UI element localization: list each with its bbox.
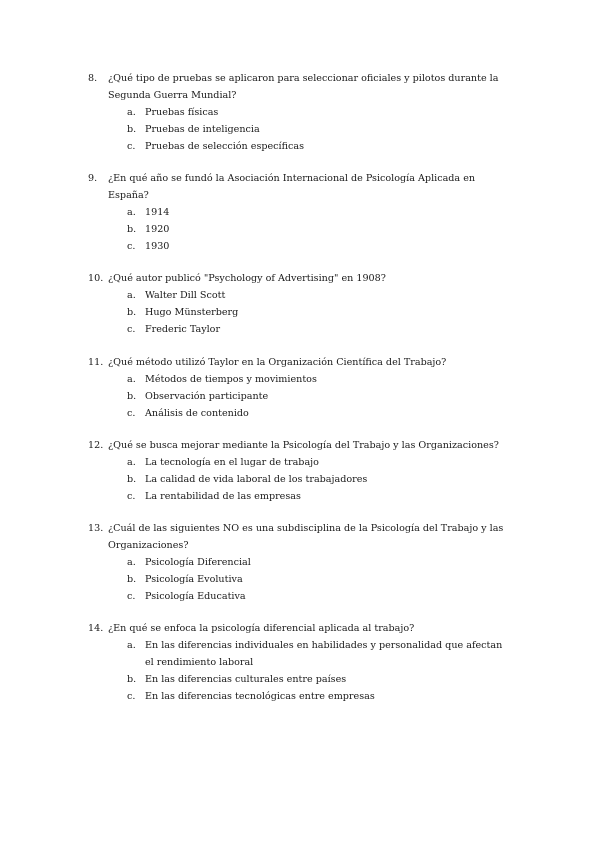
option-text: Psicología Educativa (145, 590, 246, 602)
question-text: ¿En qué se enfoca la psicología diferencial aplicada al trabajo? (108, 623, 415, 635)
question-text: ¿En qué año se fundó la Asociación Internacional de Psicología Aplicada en España? (108, 173, 476, 202)
option-text: Hugo Münsterberg (145, 307, 239, 319)
option-letter: c. (127, 324, 136, 336)
option-letter: c. (127, 407, 136, 419)
option-letter: a. (127, 640, 136, 652)
option-text: 1930 (145, 241, 170, 253)
option-letter: a. (127, 207, 136, 219)
option-text: En las diferencias tecnológicas entre empresas (145, 691, 375, 703)
option-letter: b. (127, 674, 137, 686)
question-text: ¿Cuál de las siguientes NO es una subdisciplina de la Psicología del Trabajo y las Organizaciones? (108, 522, 504, 551)
option-text: Análisis de contenido (145, 407, 249, 419)
option-text: En las diferencias individuales en habilidades y personalidad que afectan el rendimiento laboral (145, 640, 503, 669)
option-item (0, 688, 600, 705)
question-number: 12. (88, 439, 104, 451)
option-letter: c. (127, 691, 136, 703)
option-item (0, 488, 600, 505)
option-item (0, 304, 600, 321)
option-item (0, 138, 600, 155)
question-9 (0, 170, 600, 255)
option-item (0, 388, 600, 405)
option-item (0, 204, 600, 221)
option-text: La calidad de vida laboral de los trabajadores (145, 473, 368, 485)
option-item (0, 671, 600, 688)
option-letter: c. (127, 241, 136, 253)
question-11 (0, 354, 600, 422)
option-item (0, 104, 600, 121)
question-text: ¿Qué se busca mejorar mediante la Psicología del Trabajo y las Organizaciones? (108, 439, 499, 451)
options-list (0, 104, 600, 155)
question-12 (0, 437, 600, 505)
option-text: Walter Dill Scott (145, 290, 226, 302)
question-text: ¿Qué autor publicó "Psychology of Advertising" en 1908? (108, 273, 386, 285)
question-number: 14. (88, 623, 104, 635)
option-item (0, 571, 600, 588)
option-letter: a. (127, 456, 136, 468)
option-text: 1914 (145, 207, 170, 219)
question-8 (0, 70, 600, 155)
option-item (0, 637, 600, 671)
question-text: ¿Qué método utilizó Taylor en la Organización Científica del Trabajo? (108, 356, 447, 368)
option-item (0, 471, 600, 488)
option-letter: c. (127, 490, 136, 502)
options-list (0, 637, 600, 705)
option-text: Pruebas de inteligencia (145, 124, 260, 135)
option-letter: a. (127, 556, 136, 568)
option-letter: b. (127, 124, 137, 135)
option-letter: b. (127, 307, 137, 319)
options-list (0, 204, 600, 255)
options-list (0, 371, 600, 422)
question-13 (0, 520, 600, 605)
option-item (0, 454, 600, 471)
question-10 (0, 270, 600, 338)
option-text: Métodos de tiempos y movimientos (145, 373, 317, 385)
question-number: 9. (88, 173, 98, 185)
option-item (0, 321, 600, 338)
option-item (0, 287, 600, 304)
option-item (0, 554, 600, 571)
question-number: 11. (88, 356, 104, 368)
option-text: En las diferencias culturales entre países (145, 674, 347, 686)
options-list (0, 454, 600, 505)
option-text: Pruebas físicas (145, 107, 219, 118)
option-text: Observación participante (145, 390, 269, 402)
option-text: Psicología Evolutiva (145, 573, 243, 585)
question-text: ¿Qué tipo de pruebas se aplicaron para seleccionar oficiales y pilotos durante la Segunda Guerra Mundial? (108, 73, 499, 101)
question-14 (0, 620, 600, 705)
option-text: Psicología Diferencial (145, 556, 251, 568)
option-item (0, 371, 600, 388)
option-item (0, 588, 600, 605)
option-text: La rentabilidad de las empresas (145, 490, 301, 502)
options-list (0, 554, 600, 605)
option-letter: b. (127, 473, 137, 485)
option-letter: b. (127, 390, 137, 402)
option-letter: c. (127, 590, 136, 602)
question-number: 13. (88, 522, 104, 534)
option-letter: c. (127, 141, 136, 152)
option-letter: a. (127, 373, 136, 385)
option-text: Frederic Taylor (145, 324, 221, 336)
option-letter: a. (127, 107, 136, 118)
option-text: 1920 (145, 224, 170, 236)
options-list (0, 287, 600, 338)
question-number: 10. (88, 273, 104, 285)
option-item (0, 121, 600, 138)
option-letter: a. (127, 290, 136, 302)
option-letter: b. (127, 224, 137, 236)
option-text: Pruebas de selección específicas (145, 141, 305, 152)
option-item (0, 405, 600, 422)
option-text: La tecnología en el lugar de trabajo (145, 456, 319, 468)
question-number: 8. (88, 73, 98, 84)
option-item (0, 221, 600, 238)
option-item (0, 238, 600, 255)
option-letter: b. (127, 573, 137, 585)
